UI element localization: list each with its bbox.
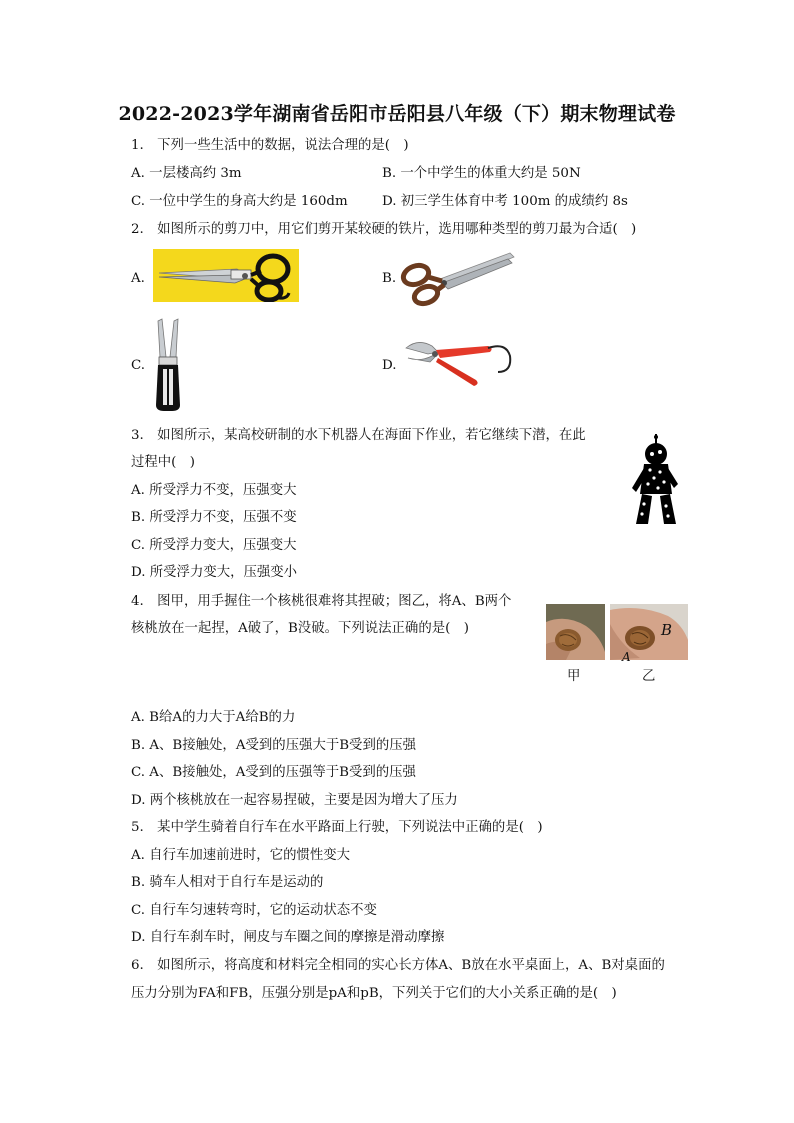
q5-option-b: B. 骑车人相对于自行车是运动的 (131, 875, 324, 890)
q3-stem-line2: 过程中( ) (131, 455, 196, 470)
q1-option-c: C. 一位中学生的身高大约是 160dm (131, 194, 348, 209)
q1-option-a: A. 一层楼高约 3m (131, 166, 242, 181)
q3-option-a: A. 所受浮力不变，压强变大 (131, 483, 297, 498)
walnut-a-label: A (622, 650, 631, 664)
q5-option-d: D. 自行车刹车时，闸皮与车圈之间的摩擦是滑动摩擦 (131, 930, 445, 945)
pruning-shears-image (402, 336, 514, 392)
q2-option-b-label: B. (382, 271, 397, 286)
q1-option-d: D. 初三学生体育中考 100m 的成绩约 8s (382, 194, 628, 209)
q3-stem-line1: 3. 如图所示，某高校研制的水下机器人在海面下作业，若它继续下潜，在此 (131, 428, 586, 443)
q1-stem: 1. 下列一些生活中的数据，说法合理的是( ) (131, 138, 409, 153)
q2-option-c-label: C. (131, 358, 146, 373)
underwater-robot-image (628, 434, 680, 526)
q4-stem-line2: 核桃放在一起捏，A破了，B没破。下列说法正确的是( ) (131, 621, 469, 636)
q5-option-c: C. 自行车匀速转弯时，它的运动状态不变 (131, 903, 377, 918)
q5-option-a: A. 自行车加速前进时，它的惯性变大 (131, 848, 351, 863)
walnut-b-label: B (661, 621, 673, 639)
q1-option-b: B. 一个中学生的体重大约是 50N (382, 166, 581, 181)
q3-option-c: C. 所受浮力变大，压强变大 (131, 538, 297, 553)
thread-snips-image (150, 317, 186, 413)
walnut-in-hand-photo-a (546, 604, 605, 660)
household-scissors-image (400, 249, 516, 307)
figure-a-caption: 甲 (567, 669, 581, 684)
q2-option-d-label: D. (382, 358, 397, 373)
q2-option-a-label: A. (131, 271, 145, 286)
q3-option-d: D. 所受浮力变大，压强变小 (131, 565, 298, 580)
q4-option-a: A. B给A的力大于A给B的力 (131, 710, 296, 725)
q4-stem-line1: 4. 图甲，用手握住一个核桃很难将其捏破；图乙，将A、B两个 (131, 594, 512, 609)
q4-option-b: B. A、B接触处，A受到的压强大于B受到的压强 (131, 738, 417, 753)
q3-option-b: B. 所受浮力不变，压强不变 (131, 510, 297, 525)
q5-stem: 5. 某中学生骑着自行车在水平路面上行驶，下列说法中正确的是( ) (131, 820, 543, 835)
q6-stem-line2: 压力分别为FA和FB，压强分别是pA和pB，下列关于它们的大小关系正确的是( ) (131, 986, 617, 1001)
q4-option-d: D. 两个核桃放在一起容易捏破，主要是因为增大了压力 (131, 793, 458, 808)
page-title: 2022-2023学年湖南省岳阳市岳阳县八年级（下）期末物理试卷 (118, 103, 676, 125)
q2-stem: 2. 如图所示的剪刀中，用它们剪开某较硬的铁片，选用哪种类型的剪刀最为合适( ) (131, 222, 637, 237)
figure-b-caption: 乙 (642, 669, 656, 684)
q4-option-c: C. A、B接触处，A受到的压强等于B受到的压强 (131, 765, 416, 780)
q6-stem-line1: 6. 如图所示，将高度和材料完全相同的实心长方体A、B放在水平桌面上，A、B对桌面的 (131, 958, 665, 973)
hair-scissors-image (153, 249, 299, 302)
